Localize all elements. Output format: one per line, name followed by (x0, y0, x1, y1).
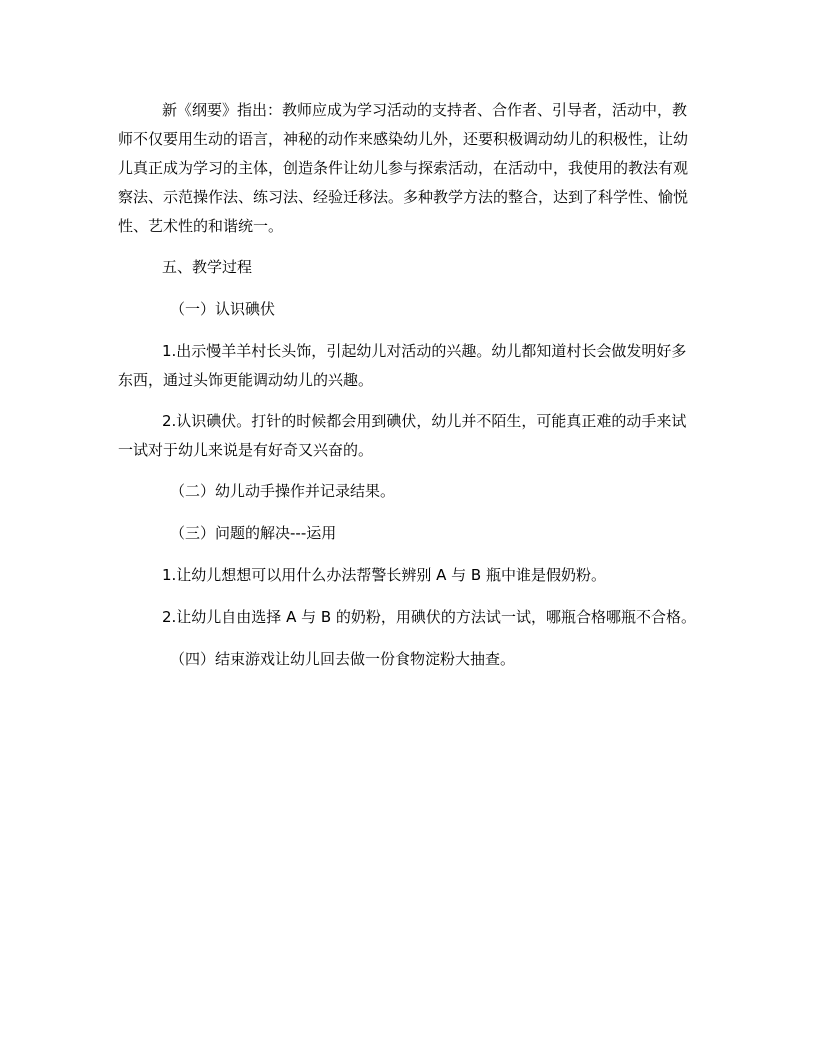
document-page (118, 96, 698, 687)
part1-title: （一）认识碘伏 (170, 300, 276, 318)
part2-title: （二）幼儿动手操作并记录结果。 (170, 482, 396, 500)
part4-title: （四）结束游戏让幼儿回去做一份食物淀粉大抽查。 (170, 650, 516, 668)
intro-paragraph: 新《纲要》指出：教师应成为学习活动的支持者、合作者、引导者，活动中，教师不仅要用生动的语言，神秘的动作来感染幼儿外，还要积极调动幼儿的积极性，让幼儿真正成为学习的主体，创造条件让幼儿参与探索活动，在活动中，我使用的教法有观察法、示范操作法、练习法、经验迁移法。多种教学方法的整合，达到了科学性、愉悦性、艺术性的和谐统一。 (118, 101, 689, 235)
part1-item2: 2.认识碘伏。打针的时候都会用到碘伏，幼儿并不陌生，可能真正难的动手来试一试对于幼儿来说是有好奇又兴奋的。 (118, 412, 687, 459)
part3-item1: 1.让幼儿想想可以用什么办法帮警长辨别 A 与 B 瓶中谁是假奶粉。 (162, 566, 606, 584)
part1-item1: 1.出示慢羊羊村长头饰，引起幼儿对活动的兴趣。幼儿都知道村长会做发明好多东西，通过头饰更能调动幼儿的兴趣。 (118, 342, 687, 389)
section-title: 五、教学过程 (162, 258, 253, 276)
part3-title: （三）问题的解决---运用 (170, 524, 337, 542)
part3-item2: 2.让幼儿自由选择 A 与 B 的奶粉，用碘伏的方法试一试，哪瓶合格哪瓶不合格。 (162, 608, 696, 626)
